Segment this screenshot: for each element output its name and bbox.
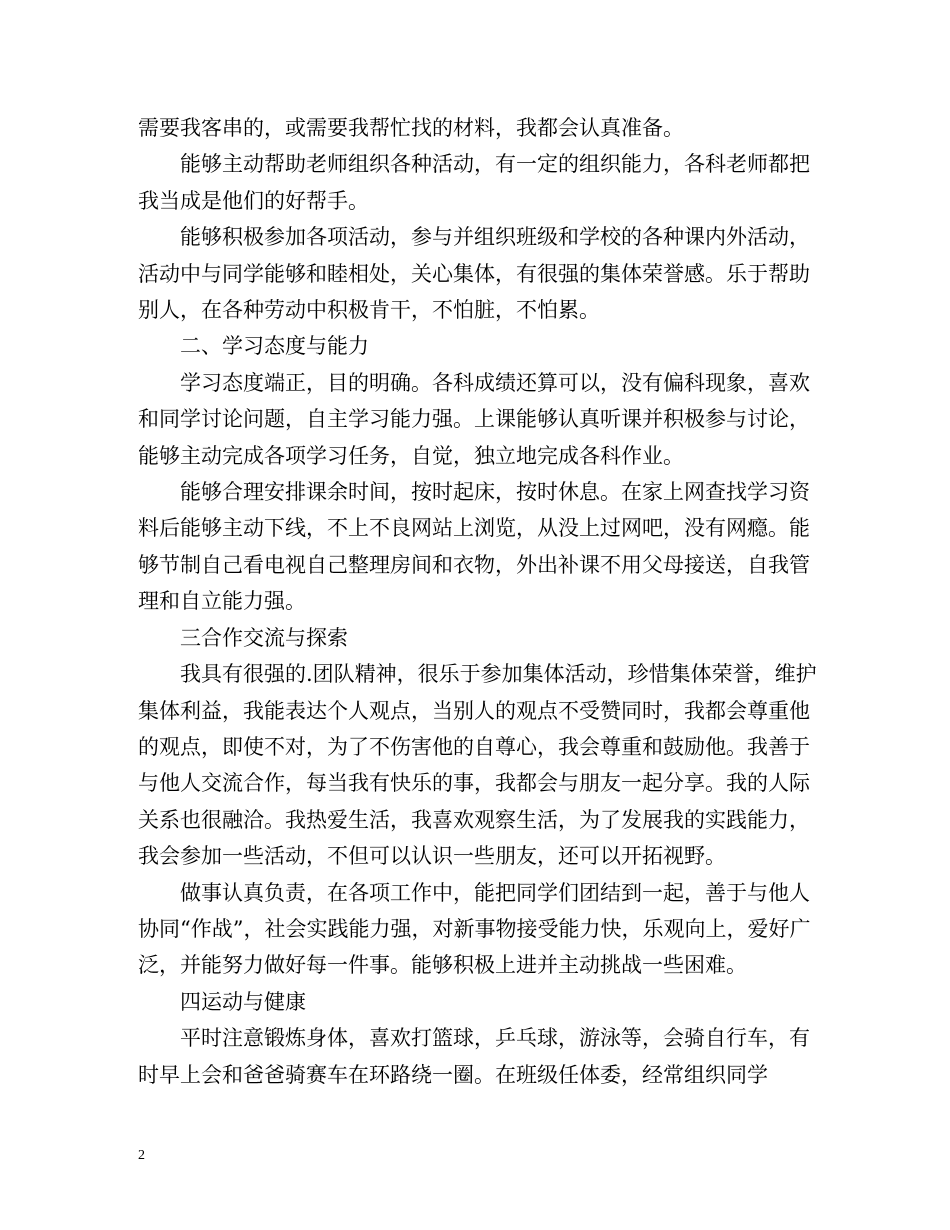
paragraph-responsibility: 做事认真负责，在各项工作中，能把同学们团结到一起，善于与他人协同“作战”，社会实践能力强，对新事物接受能力快，乐观向上，爱好广泛，并能努力做好每一件事。能够积极上进并主动挑战一些困难。 bbox=[138, 880, 811, 978]
paragraph-team-spirit: 我具有很强的.团队精神，很乐于参加集体活动，珍惜集体荣誉，维护集体利益，我能表达个人观点，当别人的观点不受赞同时，我都会尊重他的观点，即使不对，为了不伤害他的自尊心，我会尊重和鼓励他。我善于与他人交流合作，每当我有快乐的事，我都会与朋友一起分享。我的人际关系也很融洽。我热爱生活，我喜欢观察生活，为了发展我的实践能力，我会参加一些活动，不但可以认识一些朋友，还可以开拓视野。 bbox=[138, 662, 817, 869]
page-number: 2 bbox=[138, 1148, 145, 1163]
paragraph-participate-activities: 能够积极参加各项活动，参与并组织班级和学校的各种课内外活动，活动中与同学能够和睦相处，关心集体，有很强的集体荣誉感。乐于帮助别人，在各种劳动中积极肯干，不怕脏，不怕累。 bbox=[138, 225, 810, 323]
body-text bbox=[138, 110, 818, 1093]
paragraph-study-attitude: 学习态度端正，目的明确。各科成绩还算可以，没有偏科现象，喜欢和同学讨论问题，自主学习能力强。上课能够认真听课并积极参与讨论，能够主动完成各项学习任务，自觉，独立地完成各科作业。 bbox=[138, 370, 810, 468]
paragraph-organize-activities: 能够主动帮助老师组织各种活动，有一定的组织能力，各科老师都把我当成是他们的好帮手。 bbox=[138, 152, 810, 213]
section-heading-study-attitude: 二、学习态度与能力 bbox=[180, 334, 369, 359]
paragraph-time-management: 能够合理安排课余时间，按时起床，按时休息。在家上网查找学习资料后能够主动下线，不上不良网站上浏览，从没上过网吧，没有网瘾。能够节制自己看电视自己整理房间和衣物，外出补课不用父母接送，自我管理和自立能力强。 bbox=[138, 480, 810, 614]
paragraph-exercise: 平时注意锻炼身体，喜欢打篮球，乒乓球，游泳等，会骑自行车，有时早上会和爸爸骑赛车在环路绕一圈。在班级任体委，经常组织同学 bbox=[138, 1026, 810, 1087]
section-heading-sports-health: 四运动与健康 bbox=[180, 989, 306, 1014]
paragraph-continuation: 需要我客串的，或需要我帮忙找的材料，我都会认真准备。 bbox=[138, 116, 684, 140]
section-heading-cooperation: 三合作交流与探索 bbox=[180, 625, 348, 650]
